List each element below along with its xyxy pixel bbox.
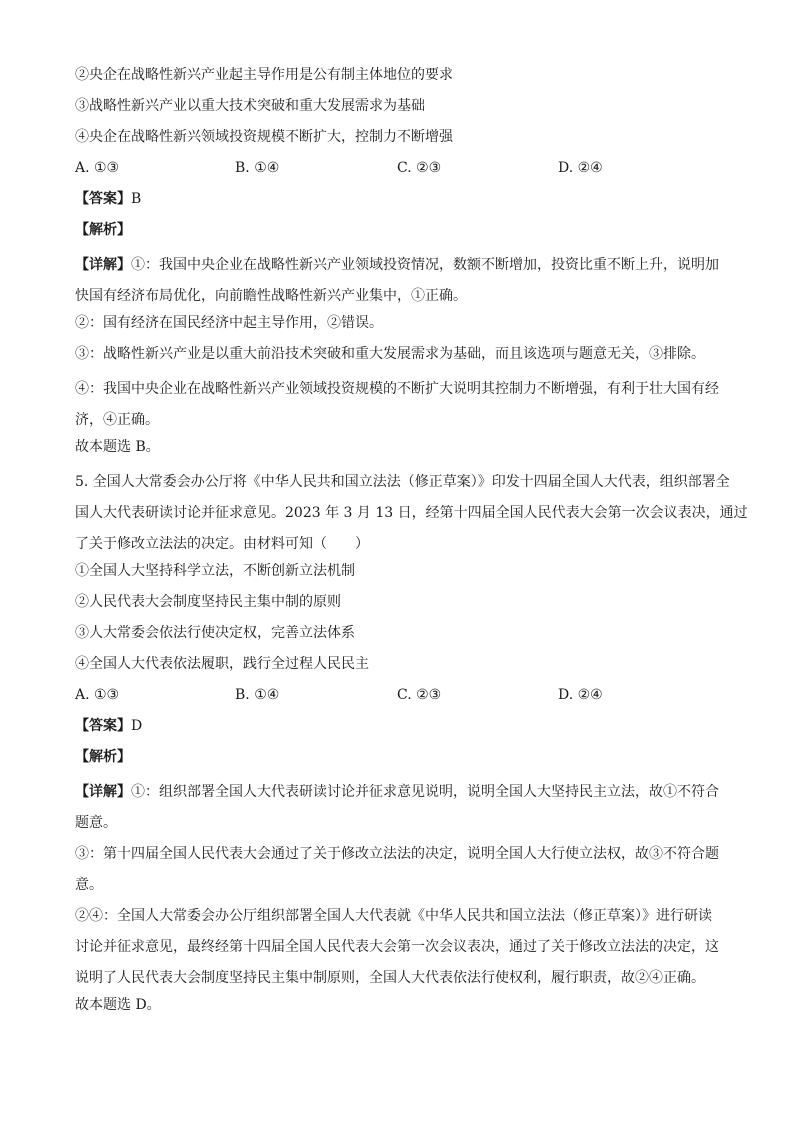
q4-option-d: D. ②④ (558, 160, 603, 176)
q4-detail-4-line-2: 济，④正确。 (75, 412, 159, 428)
q5-analysis-heading (75, 746, 735, 777)
q4-statement-3: ③战略性新兴产业以重大技术突破和重大发展需求为基础 (75, 98, 425, 114)
q5-options (75, 684, 735, 715)
q5-option-c: C. ②③ (397, 687, 442, 703)
answer-tag: 【答案】 (75, 191, 131, 207)
q4-conclusion: 故本题选 B。 (75, 439, 160, 455)
q5-detail-3-line-2: 意。 (75, 877, 103, 893)
q5-option-d: D. ②④ (558, 687, 603, 703)
document-page (75, 64, 748, 1025)
q4-detail-2: ②：国有经济在国民经济中起主导作用，②错误。 (75, 315, 383, 331)
detail-tag: 【详解】 (75, 257, 131, 273)
q4-detail-4-line-1: ④：我国中央企业在战略性新兴产业领域投资规模的不断扩大说明其控制力不断增强，有利于壮大国有经 (75, 381, 719, 397)
q5-option-a: A. ①③ (75, 687, 120, 703)
q5-answer (75, 715, 735, 746)
q5-stem-line-3: 了关于修改立法法的决定。由材料可知（ ） (75, 536, 369, 552)
q5-detail-1-line-1: ①：组织部署全国人大代表研读讨论并征求意见说明，说明全国人大坚持民主立法，故①不符合 (131, 784, 719, 800)
q5-statement-4: ④全国人大代表依法履职，践行全过程人民民主 (75, 656, 369, 672)
q5-detail-1-line-2: 题意。 (75, 815, 117, 831)
q4-option-a: A. ①③ (75, 160, 120, 176)
q5-detail-24 (75, 901, 735, 994)
q5-statement-1: ①全国人大坚持科学立法，不断创新立法机制 (75, 563, 355, 579)
answer-tag: 【答案】 (75, 718, 131, 734)
answer-value: D (131, 718, 143, 734)
q5-detail-3-line-1: ③：第十四届全国人民代表大会通过了关于修改立法法的决定，说明全国人大行使立法权，故③不符合题 (75, 846, 719, 862)
q4-detail-1 (75, 250, 735, 312)
q5-detail-3 (75, 839, 735, 901)
analysis-tag: 【解析】 (75, 222, 131, 238)
q4-statement-4: ④央企在战略性新兴领域投资规模不断扩大，控制力不断增强 (75, 129, 453, 145)
q5-statement-2: ②人民代表大会制度坚持民主集中制的原则 (75, 594, 341, 610)
detail-tag: 【详解】 (75, 784, 131, 800)
q5-stem-line-1: 5. 全国人大常委会办公厅将《中华人民共和国立法法（修正草案）》印发十四届全国人大代表，组织部署全 (75, 474, 730, 490)
q4-answer (75, 188, 735, 219)
q5-detail-1 (75, 777, 735, 839)
q4-detail-1-line-2: 快国有经济布局优化，向前瞻性战略性新兴产业集中，①正确。 (75, 288, 467, 304)
q4-option-c: C. ②③ (397, 160, 442, 176)
q4-analysis-heading (75, 219, 735, 250)
q5-detail-24-line-1: ②④：全国人大常委会办公厅组织部署全国人大代表就《中华人民共和国立法法（修正草案）》进行研读 (75, 908, 712, 924)
q5-detail-24-line-3: 说明了人民代表大会制度坚持民主集中制原则，全国人大代表依法行使权利，履行职责，故②④正确。 (75, 970, 705, 986)
q4-detail-4 (75, 374, 735, 436)
q5-stem (75, 467, 748, 560)
q5-detail-24-line-2: 讨论并征求意见，最终经第十四届全国人民代表大会第一次会议表决，通过了关于修改立法法的决定，这 (75, 939, 719, 955)
q4-options (75, 157, 735, 188)
q5-stem-line-2: 国人大代表研读讨论并征求意见。2023 年 3 月 13 日，经第十四届全国人民代表大会第一次会议表决，通过 (75, 505, 748, 521)
q5-option-b: B. ①④ (235, 687, 280, 703)
q4-statement-2: ②央企在战略性新兴产业起主导作用是公有制主体地位的要求 (75, 67, 453, 83)
q5-conclusion: 故本题选 D。 (75, 997, 161, 1013)
answer-value: B (131, 191, 142, 207)
q4-option-b: B. ①④ (235, 160, 280, 176)
q4-detail-1-line-1: ①：我国中央企业在战略性新兴产业领域投资情况，数额不断增加，投资比重不断上升，说明加 (131, 257, 719, 273)
analysis-tag: 【解析】 (75, 749, 131, 765)
q4-detail-3: ③：战略性新兴产业是以重大前沿技术突破和重大发展需求为基础，而且该选项与题意无关，③排除。 (75, 346, 705, 362)
q5-statement-3: ③人大常委会依法行使决定权，完善立法体系 (75, 625, 355, 641)
